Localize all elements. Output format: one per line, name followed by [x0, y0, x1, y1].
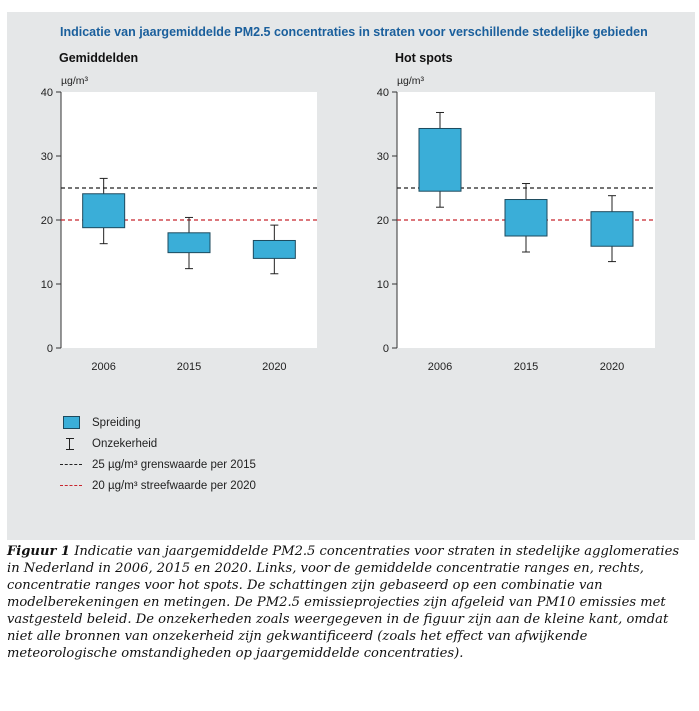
- y-axis-label: µg/m³: [61, 75, 89, 87]
- box-charts: [7, 12, 695, 412]
- caption-text: Indicatie van jaargemiddelde PM2.5 concentraties voor straten in stedelijke agglomeraties in Nederland in 2006, 2015 en 2020. Links, voor de gemiddelde concentratie ranges en, rechts, concentratie ranges voor hot spots. De schattingen zijn gebaseerd op een combinatie van modelberekeningen en metingen. De PM2.5 emissieprojecties zijn afgeleid van PM10 emissies met vastgesteld beleid. De onzekerheden zoals weergegeven in de figuur zijn aan de kleine kant, omdat niet alle bronnen van onzekerheid zijn gekwantificeerd (zoals het effect van afwijkende meteorologische omstandigheden op jaargemiddelde concentraties).: [7, 544, 680, 661]
- spread-box: [83, 194, 125, 228]
- caption-label: Figuur 1: [7, 544, 71, 559]
- y-tick-label: 40: [40, 87, 53, 99]
- y-tick-label: 40: [376, 87, 389, 99]
- spread-box: [419, 128, 461, 191]
- chart-panel-1: [41, 51, 317, 373]
- legend-label-uncertainty: Onzekerheid: [92, 438, 158, 450]
- y-tick-label: 10: [376, 279, 389, 291]
- x-tick-label: 2020: [262, 361, 287, 373]
- y-tick-label: 10: [40, 279, 53, 291]
- spread-box: [505, 200, 547, 236]
- figure-title: Indicatie van jaargemiddelde PM2.5 concentraties in straten voor verschillende stedelijke gebieden: [60, 25, 648, 39]
- y-tick-label: 30: [376, 151, 389, 163]
- red-dash-icon: [60, 479, 84, 493]
- spread-swatch: [60, 416, 84, 430]
- panel-title: Gemiddelden: [59, 51, 139, 65]
- x-tick-label: 2020: [599, 361, 625, 373]
- x-tick-label: 2006: [91, 361, 116, 373]
- y-tick-label: 0: [382, 343, 389, 355]
- y-tick-label: 20: [376, 215, 389, 227]
- legend-item-target: [60, 478, 256, 494]
- error-bar-icon: [60, 437, 84, 451]
- legend-label-target: 20 µg/m³ streefwaarde per 2020: [92, 480, 256, 492]
- x-tick-label: 2006: [427, 361, 453, 373]
- panel-title: Hot spots: [395, 51, 453, 65]
- black-dash-icon: [60, 458, 84, 472]
- y-axis-label: µg/m³: [397, 75, 425, 87]
- spread-box: [253, 240, 295, 258]
- y-tick-label: 30: [40, 151, 53, 163]
- spread-box: [168, 233, 210, 253]
- y-tick-label: 20: [40, 215, 53, 227]
- legend-item-spread: [60, 415, 141, 431]
- legend-item-limit: [60, 457, 256, 473]
- spread-box: [591, 212, 633, 247]
- x-tick-label: 2015: [513, 361, 539, 373]
- figure-panel: [7, 12, 695, 540]
- legend-item-uncertainty: [60, 436, 157, 452]
- figure-caption: [7, 543, 693, 662]
- chart-panel-2: [377, 51, 655, 373]
- legend-label-spread: Spreiding: [92, 417, 141, 429]
- legend-label-limit: 25 µg/m³ grenswaarde per 2015: [92, 459, 256, 471]
- x-tick-label: 2015: [176, 361, 202, 373]
- y-tick-label: 0: [46, 343, 53, 355]
